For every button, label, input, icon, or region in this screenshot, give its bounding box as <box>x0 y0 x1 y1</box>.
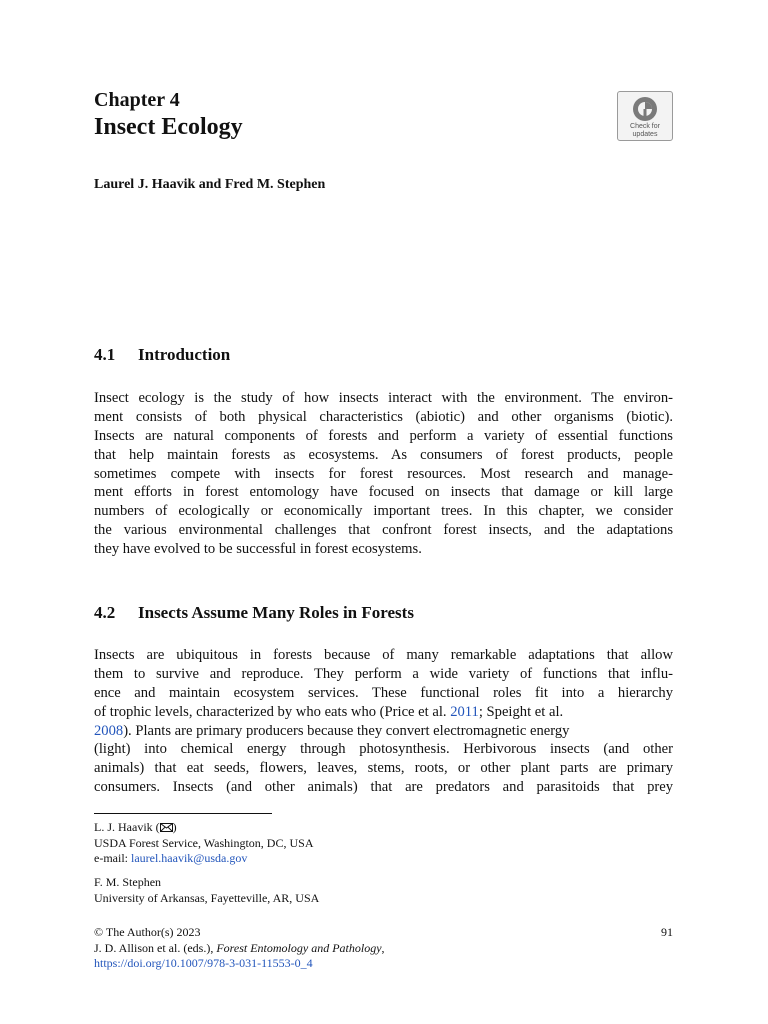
editors: J. D. Allison et al. (eds.), <box>94 940 217 955</box>
chapter-title: Insect Ecology <box>94 114 243 140</box>
footnote-divider <box>94 813 272 814</box>
author-1-email-link[interactable]: laurel.haavik@usda.gov <box>130 851 248 865</box>
author-1-footnote <box>94 820 313 867</box>
badge-line-1: Check for <box>630 123 660 130</box>
chapter-label: Chapter 4 <box>94 89 180 111</box>
citation-link-price-2011[interactable]: 2011 <box>450 703 479 720</box>
doi-line <box>94 956 385 972</box>
paragraph-line: animals) that eat seeds, flowers, leaves, stems, roots, or other plant parts are primary <box>94 760 673 777</box>
author-1-name-end: ) <box>172 820 177 834</box>
author-1-name <box>94 820 313 836</box>
section-title: Insects Assume Many Roles in Forests <box>138 603 414 622</box>
paragraph-line: they have evolved to be successful in forest ecosystems. <box>94 541 422 558</box>
paragraph-text: ). Plants are primary producers because they convert electromagnetic energy <box>123 722 570 739</box>
copyright: © The Author(s) 2023 <box>94 925 201 939</box>
paragraph-line: sometimes compete with insects for forest resources. Most research and manage- <box>94 465 673 482</box>
paragraph-line <box>94 722 673 741</box>
citation-line <box>94 941 385 957</box>
paragraph-line: that help maintain forests as ecosystems. As consumers of forest products, people <box>94 446 673 463</box>
paragraph-line: ment consists of both physical characteristics (abiotic) and other organisms (biotic). <box>94 408 673 425</box>
citation-text: of trophic levels, characterized by who eats who (Price et al. <box>94 703 451 720</box>
citation-text: ; Speight et al. <box>478 703 564 720</box>
paragraph-line: Insect ecology is the study of how insects interact with the environment. The environ- <box>94 390 673 406</box>
page-number: 91 <box>661 925 673 939</box>
citation-link-speight-2008[interactable]: 2008 <box>94 722 124 739</box>
section-number: 4.2 <box>94 603 116 622</box>
author-1-name-text: L. J. Haavik ( <box>94 820 160 834</box>
author-1-email-line <box>94 851 313 867</box>
chapter-authors: Laurel J. Haavik and Fred M. Stephen <box>94 177 326 192</box>
paragraph-line: numbers of ecologically or economically important trees. In this chapter, we consider <box>94 503 673 520</box>
check-for-updates-icon <box>632 96 658 122</box>
paragraph-line: (light) into chemical energy through photosynthesis. Herbivorous insects (and other <box>94 741 673 758</box>
section-heading-roles <box>94 603 414 623</box>
author-1-affiliation: USDA Forest Service, Washington, DC, USA <box>94 835 314 850</box>
doi-link[interactable]: https://doi.org/10.1007/978-3-031-11553-0_4 <box>94 956 313 970</box>
paragraph-line: Insects are ubiquitous in forests because of many remarkable adaptations that allow <box>94 647 673 663</box>
paragraph-line: consumers. Insects (and other animals) that are predators and parasitoids that prey <box>94 779 673 796</box>
paragraph-line: them to survive and reproduce. They perform a wide variety of functions that influ- <box>94 665 673 682</box>
paragraph-line <box>94 703 673 722</box>
paragraph-line: Insects are natural components of forests and perform a variety of essential functions <box>94 427 673 444</box>
envelope-icon <box>160 823 173 832</box>
book-title: Forest Entomology and Pathology <box>216 940 382 955</box>
paragraph-line: the various environmental challenges that confront forest insects, and the adaptations <box>94 522 673 539</box>
citation-comma: , <box>381 940 385 955</box>
section-number: 4.1 <box>94 345 116 364</box>
author-2-name: F. M. Stephen <box>94 875 162 889</box>
author-2-footnote <box>94 875 319 906</box>
section-title: Introduction <box>138 345 231 364</box>
paragraph-line: ment efforts in forest entomology have focused on insects that damage or kill large <box>94 484 673 501</box>
check-for-updates-badge[interactable] <box>617 91 673 141</box>
badge-line-2: updates <box>632 131 658 138</box>
email-label: e-mail: <box>94 851 131 865</box>
imprint-block <box>94 925 385 972</box>
paragraph-line: ence and maintain ecosystem services. These functional roles fit into a hierarchy <box>94 684 673 701</box>
section-heading-introduction <box>94 345 230 365</box>
author-2-affiliation: University of Arkansas, Fayetteville, AR, USA <box>94 890 320 905</box>
roles-paragraph <box>94 646 673 797</box>
introduction-paragraph <box>94 389 673 559</box>
